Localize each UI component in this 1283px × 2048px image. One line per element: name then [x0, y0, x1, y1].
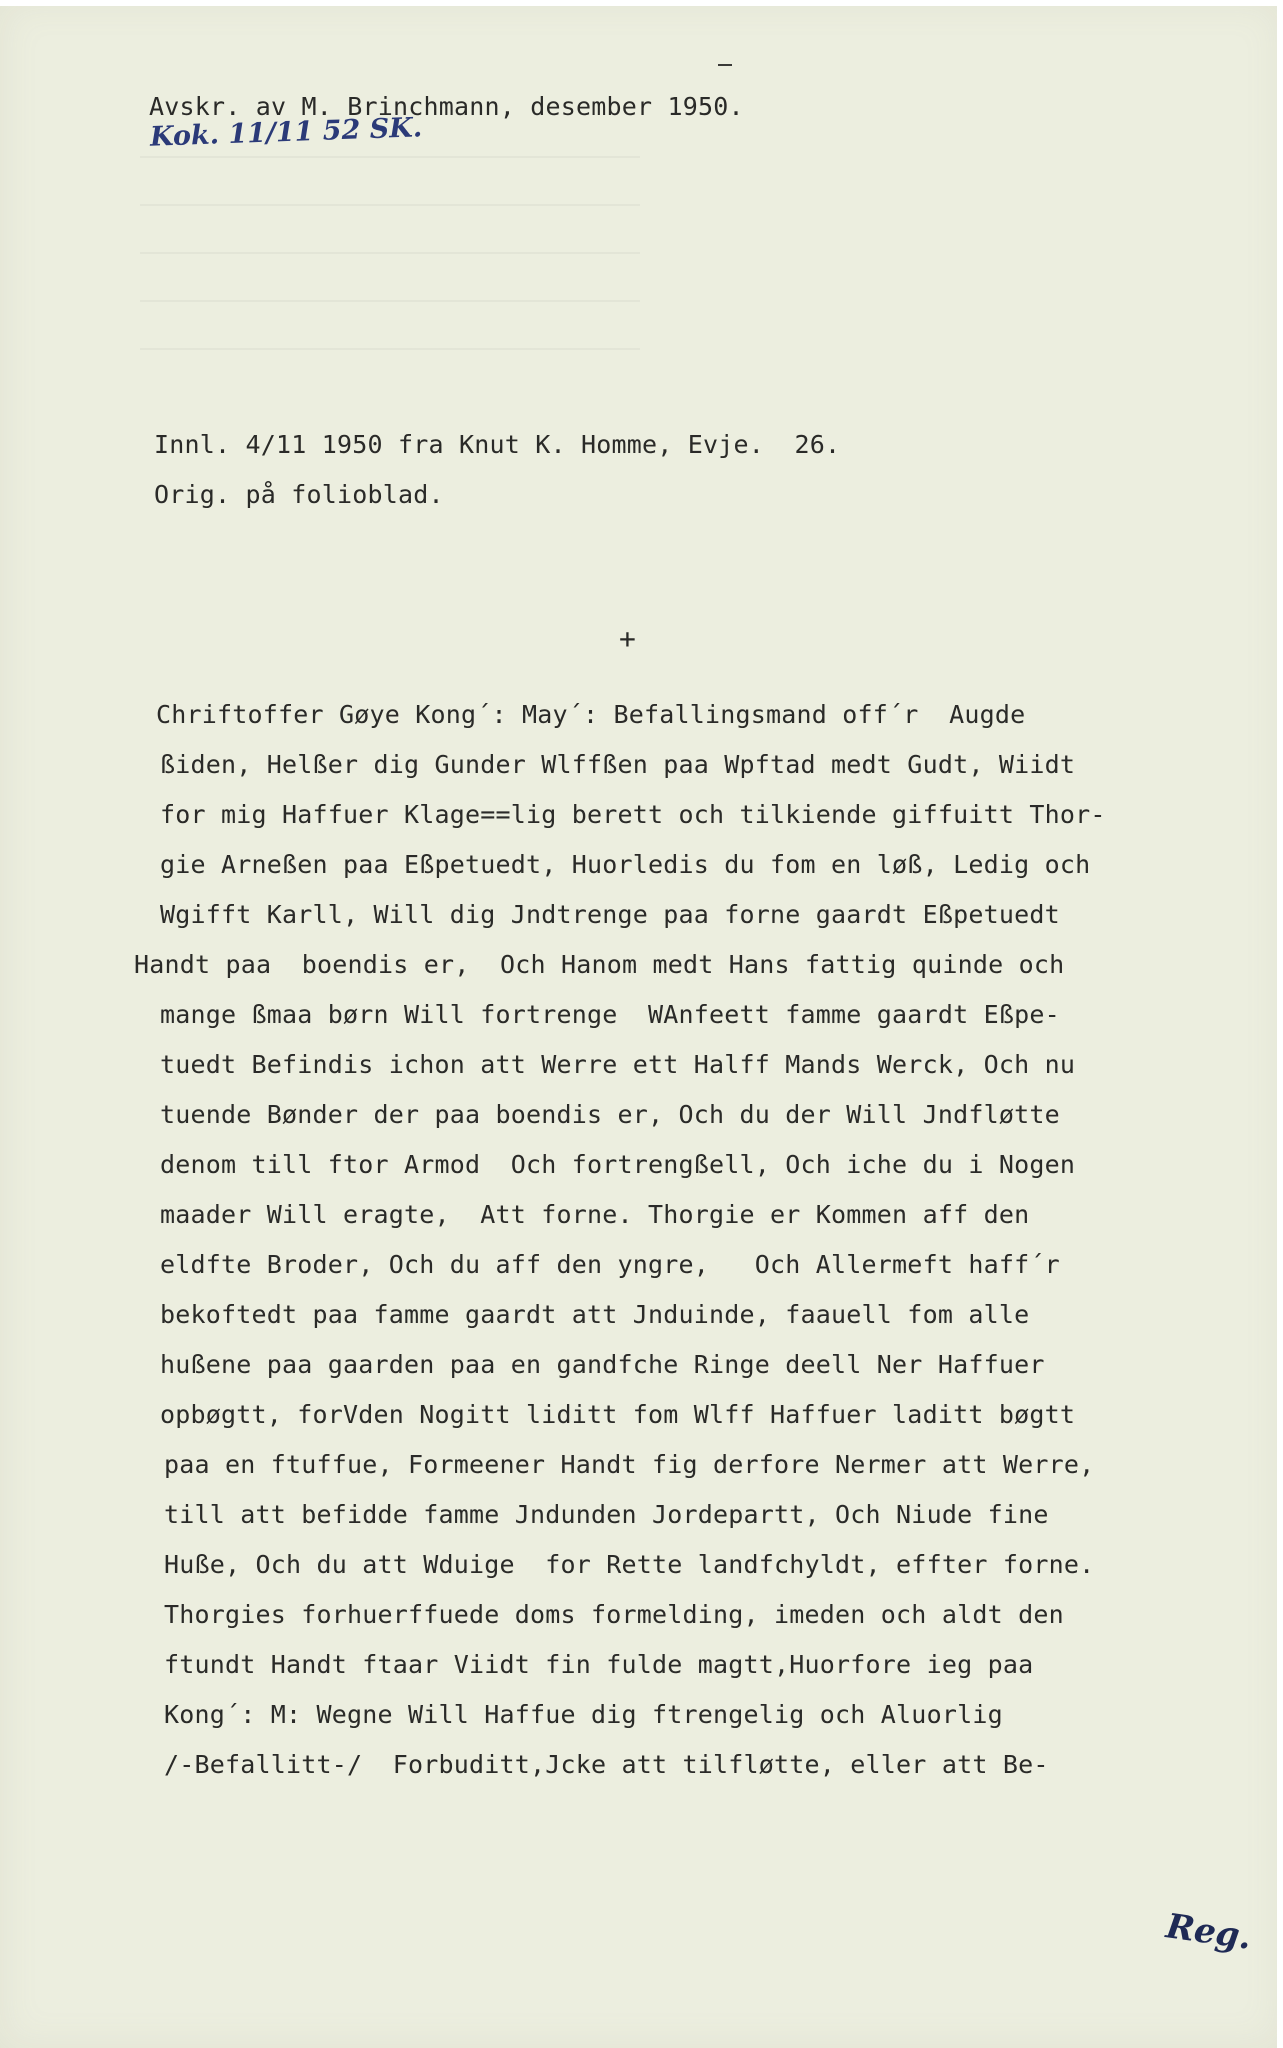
cross-separator: + [619, 622, 636, 655]
original-note: Orig. på folioblad. [154, 480, 444, 509]
body-line: Kong´: M: Wegne Will Haffue dig ftrengelig och Aluorlig [164, 1700, 1003, 1729]
body-line: eldfte Broder, Och du aff den yngre, Och Allermeft haff´r [160, 1250, 1060, 1279]
body-line: denom till ftor Armod Och fortrengßell, Och iche du i Nogen [160, 1150, 1076, 1179]
body-line: tuende Bønder der paa boendis er, Och du der Will Jndfløtte [160, 1100, 1060, 1129]
body-line: opbøgtt, forVden Nogitt liditt fom Wlff Haffuer laditt bøgtt [160, 1400, 1076, 1429]
body-line: paa en ftuffue, Formeener Handt fig derfore Nermer att Werre, [164, 1450, 1095, 1479]
body-line: /-Befallitt-/ Forbuditt,Jcke att tilfløtte, eller att Be- [164, 1750, 1049, 1779]
margin-note-reg: Reg. [1163, 1906, 1254, 1958]
body-line: tuedt Befindis ichon att Werre ett Halff Mands Werck, Och nu [160, 1050, 1076, 1079]
body-line: ßiden, Helßer dig Gunder Wlffßen paa Wpftad medt Gudt, Wiidt [160, 750, 1076, 779]
body-line: mange ßmaa børn Will fortrenge WAnfeett famme gaardt Eßpe- [160, 1000, 1060, 1029]
body-line: till att befidde famme Jndunden Jordepartt, Och Niude fine [164, 1500, 1049, 1529]
body-line: Huße, Och du att Wduige for Rette landfchyldt, effter forne. [164, 1550, 1095, 1579]
body-line: Chriftoffer Gøye Kong´: May´: Befallingsmand off´r Augde [156, 700, 1026, 729]
body-line: Handt paa boendis er, Och Hanom medt Hans fattig quinde och [134, 950, 1065, 979]
body-line: bekoftedt paa famme gaardt att Jnduinde, faauell fom alle [160, 1300, 1030, 1329]
body-line: for mig Haffuer Klage==lig berett och tilkiende giffuitt Thor- [160, 800, 1106, 829]
body-line: maader Will eragte, Att forne. Thorgie er Kommen aff den [160, 1200, 1030, 1229]
body-line: gie Arneßen paa Eßpetuedt, Huorledis du fom en løß, Ledig och [160, 850, 1091, 879]
received-note: Innl. 4/11 1950 fra Knut K. Homme, Evje. 26. [154, 430, 841, 459]
body-line: Wgifft Karll, Will dig Jndtrenge paa forne gaardt Eßpetuedt [160, 900, 1060, 929]
handwritten-check-note: Kok. 11/11 52 SK. [149, 112, 423, 153]
body-line: Thorgies forhuerffuede doms formelding, imeden och aldt den [164, 1600, 1064, 1629]
body-line: ftundt Handt ftaar Viidt fin fulde magtt,Huorfore ieg paa [164, 1650, 1034, 1679]
body-line: hußene paa gaarden paa en gandfche Ringe deell Ner Haffuer [160, 1350, 1045, 1379]
transcription-note: Avskr. av M. Brinchmann, desember 1950. [149, 92, 744, 121]
